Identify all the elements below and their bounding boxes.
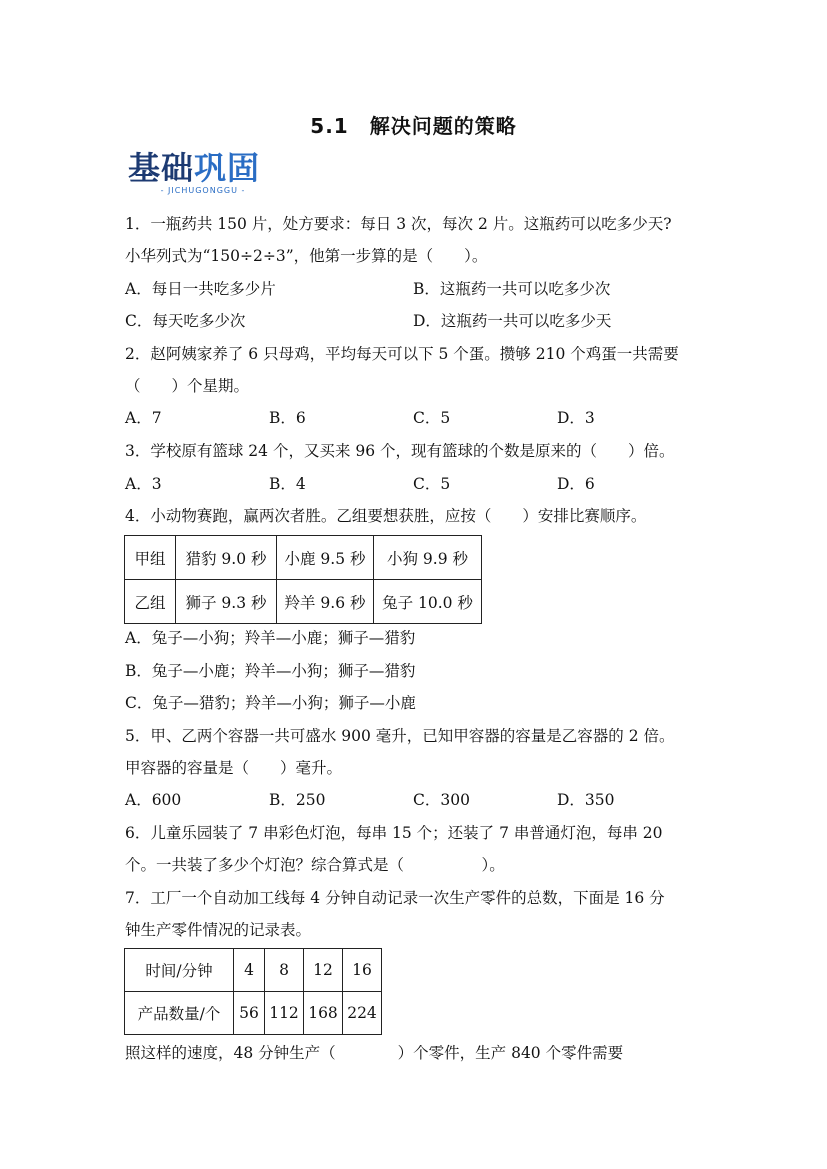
q2-option-d: D．3 xyxy=(557,409,595,427)
q2-option-c: C．5 xyxy=(413,409,451,427)
badge-subtitle: - JICHUGONGGU - xyxy=(160,186,246,195)
q5-option-c: C．300 xyxy=(413,791,470,809)
q6-stem-line2: 个。一共装了多少个灯泡？综合算式是（ ）。 xyxy=(125,856,505,874)
q1-stem-line2: 小华列式为“150÷2÷3”，他第一步算的是（ ）。 xyxy=(125,247,488,265)
q2-option-a: A．7 xyxy=(125,409,162,427)
table-cell: 8 xyxy=(265,949,304,992)
table-cell: 小鹿 9.5 秒 xyxy=(277,536,374,580)
page-title: 5.1 解决问题的策略 xyxy=(310,114,517,138)
q4-option-a: A．兔子—小狗；羚羊—小鹿；狮子—猎豹 xyxy=(125,629,416,647)
badge-text-a: 基础 xyxy=(128,149,195,187)
q7-stem-line2: 钟生产零件情况的记录表。 xyxy=(125,921,312,939)
q1-stem-line1: 1．一瓶药共 150 片，处方要求：每日 3 次，每次 2 片。这瓶药可以吃多少天? xyxy=(125,215,672,233)
table-row xyxy=(125,536,482,580)
q3-option-b: B．4 xyxy=(269,475,306,493)
q4-option-b: B．兔子—小鹿；羚羊—小狗；狮子—猎豹 xyxy=(125,662,416,680)
q4-option-c: C．兔子—猎豹；羚羊—小狗；狮子—小鹿 xyxy=(125,694,416,712)
q3-option-c: C．5 xyxy=(413,475,451,493)
q3-option-a: A．3 xyxy=(125,475,162,493)
q1-option-b: B．这瓶药一共可以吃多少次 xyxy=(413,280,611,298)
q2-stem-line1: 2．赵阿姨家养了 6 只母鸡，平均每天可以下 5 个蛋。攒够 210 个鸡蛋一共需要 xyxy=(125,345,679,363)
table-cell: 产品数量/个 xyxy=(125,992,234,1035)
q1-option-d: D．这瓶药一共可以吃多少天 xyxy=(413,312,612,330)
table-cell: 狮子 9.3 秒 xyxy=(176,580,277,624)
table-cell: 兔子 10.0 秒 xyxy=(374,580,482,624)
table-cell: 56 xyxy=(234,992,265,1035)
table-cell: 甲组 xyxy=(125,536,176,580)
q7-stem-line1: 7．工厂一个自动加工线每 4 分钟自动记录一次生产零件的总数，下面是 16 分 xyxy=(125,889,665,907)
table-row xyxy=(125,580,482,624)
q1-option-c: C．每天吃多少次 xyxy=(125,312,246,330)
table-cell: 224 xyxy=(343,992,382,1035)
q5-option-a: A．600 xyxy=(125,791,182,809)
q2-option-b: B．6 xyxy=(269,409,306,427)
table-cell: 猎豹 9.0 秒 xyxy=(176,536,277,580)
production-table xyxy=(124,948,382,1035)
badge-text-b: 巩固 xyxy=(194,149,261,187)
q4-stem-line1: 4．小动物赛跑，赢两次者胜。乙组要想获胜，应按（ ）安排比赛顺序。 xyxy=(125,507,647,525)
table-row xyxy=(125,949,382,992)
q1-option-a: A．每日一共吃多少片 xyxy=(125,280,276,298)
q5-stem-line1: 5．甲、乙两个容器一共可盛水 900 毫升，已知甲容器的容量是乙容器的 2 倍。 xyxy=(125,727,675,745)
q6-stem-line1: 6．儿童乐园装了 7 串彩色灯泡，每串 15 个；还装了 7 串普通灯泡，每串 20 xyxy=(125,824,663,842)
q5-stem-line2: 甲容器的容量是（ ）毫升。 xyxy=(125,759,343,777)
table-cell: 12 xyxy=(304,949,343,992)
q3-stem-line1: 3．学校原有篮球 24 个，又买来 96 个，现有篮球的个数是原来的（ ）倍。 xyxy=(125,442,675,460)
q7-stem-line3: 照这样的速度，48 分钟生产（ ）个零件，生产 840 个零件需要 xyxy=(125,1044,624,1062)
q2-stem-line2: （ ）个星期。 xyxy=(125,377,250,395)
table-cell: 乙组 xyxy=(125,580,176,624)
table-cell: 小狗 9.9 秒 xyxy=(374,536,482,580)
table-cell: 时间/分钟 xyxy=(125,949,234,992)
race-table xyxy=(124,535,482,624)
table-row xyxy=(125,992,382,1035)
table-cell: 羚羊 9.6 秒 xyxy=(277,580,374,624)
q5-option-b: B．250 xyxy=(269,791,326,809)
section-badge xyxy=(128,148,278,198)
q5-option-d: D．350 xyxy=(557,791,615,809)
table-cell: 4 xyxy=(234,949,265,992)
table-cell: 168 xyxy=(304,992,343,1035)
table-cell: 112 xyxy=(265,992,304,1035)
q3-option-d: D．6 xyxy=(557,475,595,493)
table-cell: 16 xyxy=(343,949,382,992)
